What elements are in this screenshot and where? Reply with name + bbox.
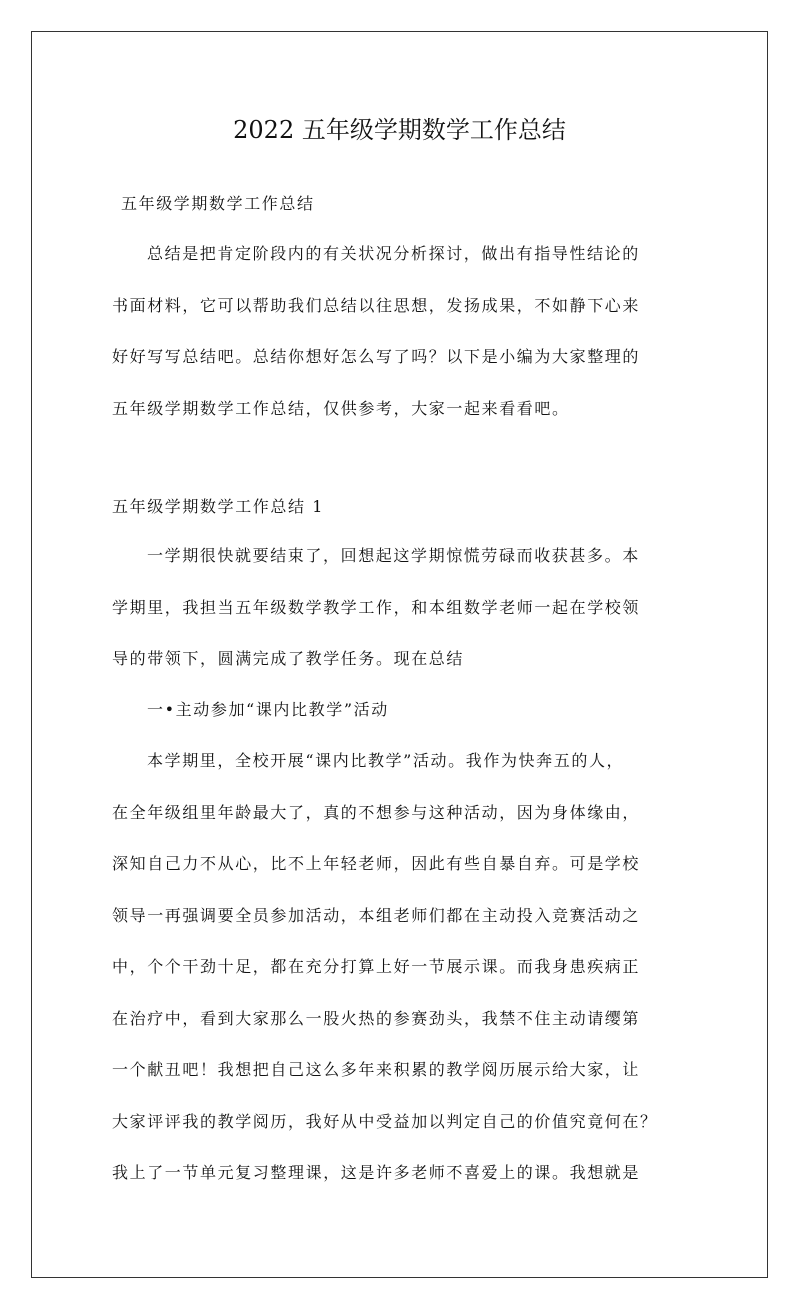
paragraph-1 [112,530,696,685]
para2-line-1: 本学期里，全校开展“课内比教学”活动。我作为快奔五的人， [147,751,625,770]
para2-line-7: 一个献丑吧！我想把自己这么多年来积累的教学阅历展示给大家，让 [112,1060,641,1079]
section-heading [112,481,696,533]
para2-line-9: 我上了一节单元复习整理课，这是许多老师不喜爱上的课。我想就是 [112,1163,641,1182]
intro-line-4: 五年级学期数学工作总结，仅供参考，大家一起来看看吧。 [112,398,570,418]
para2-line-3: 深知自己力不从心，比不上年轻老师，因此有些自暴自弃。可是学校 [112,854,641,873]
para1-line-3: 导的带领下，圆满完成了教学任务。现在总结 [112,649,465,668]
subtitle-line: 五年级学期数学工作总结 [121,194,315,213]
para1-line-1: 一学期很快就要结束了，回想起这学期惊慌劳碌而收获甚多。本 [147,546,640,565]
intro-line-3: 好好写写总结吧。总结你想好怎么写了吗？以下是小编为大家整理的 [112,347,641,366]
document-subtitle [112,178,696,230]
para2-line-2: 在全年级组里年龄最大了，真的不想参与这种活动，因为身体缘由， [112,802,641,822]
intro-paragraph [112,228,696,434]
section-heading-text: 五年级学期数学工作总结 1 [112,497,325,516]
subheading-1-text: 一•主动参加“课内比教学”活动 [147,700,389,719]
para1-line-2: 学期里，我担当五年级数学教学工作，和本组数学老师一起在学校领 [112,597,641,617]
document-title: 2022 五年级学期数学工作总结 [233,116,566,144]
para2-line-5: 中，个个干劲十足，都在充分打算上好一节展示课。而我身患疾病正 [112,957,641,976]
subheading-1 [112,684,696,736]
para2-line-8: 大家评评我的教学阅历，我好从中受益加以判定自己的价值究竟何在？ [112,1111,658,1131]
intro-line-2: 书面材料，它可以帮助我们总结以往思想，发扬成果，不如静下心来 [112,295,641,315]
para2-line-6: 在治疗中，看到大家那么一股火热的参赛劲头，我禁不住主动请缨第 [112,1008,641,1028]
paragraph-2 [112,735,696,1199]
intro-line-1: 总结是把肯定阶段内的有关状况分析探讨，做出有指导性结论的 [147,244,640,263]
para2-line-4: 领导一再强调要全员参加活动，本组老师们都在主动投入竞赛活动之 [112,905,641,925]
